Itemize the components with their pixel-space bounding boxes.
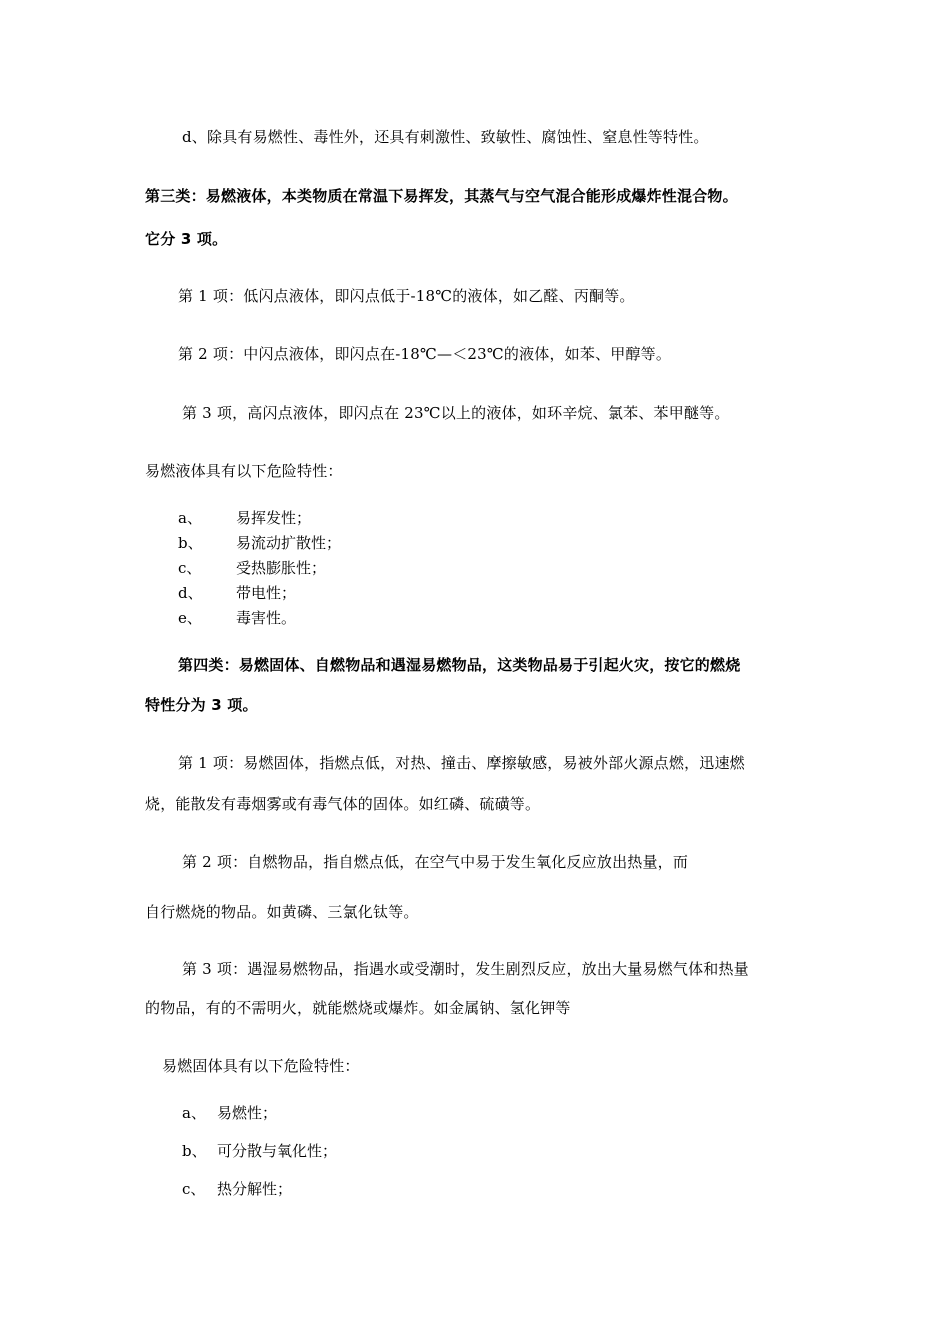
list-text: 毒害性。 [236,609,297,627]
class3-heading-line2: 它分 3 项。 [145,230,228,248]
list-text: 受热膨胀性； [236,559,327,577]
list-marker: a、 [178,509,202,527]
list-text: 带电性； [236,584,297,602]
class4-heading-line2: 特性分为 3 项。 [145,696,258,714]
paragraph-class2-item-d: d、除具有易燃性、毒性外，还具有刺激性、致敏性、腐蚀性、窒息性等特性。 [182,128,709,146]
list-text: 热分解性； [217,1180,293,1198]
class4-item2-line1: 第 2 项：自燃物品，指自燃点低，在空气中易于发生氧化反应放出热量，而 [182,853,689,871]
class4-heading-line1: 第四类：易燃固体、自燃物品和遇湿易燃物品，这类物品易于引起火灾，按它的燃烧 [178,656,741,674]
class3-hazard-intro: 易燃液体具有以下危险特性： [145,462,343,480]
class3-item2: 第 2 项：中闪点液体，即闪点在-18℃—＜23℃的液体，如苯、甲醇等。 [178,345,672,363]
class4-hazard-intro: 易燃固体具有以下危险特性： [162,1057,360,1075]
class4-item2-line2: 自行燃烧的物品。如黄磷、三氯化钛等。 [145,903,419,921]
class3-item1: 第 1 项：低闪点液体，即闪点低于-18℃的液体，如乙醛、丙酮等。 [178,287,635,305]
list-marker: b、 [182,1142,207,1160]
list-marker: e、 [178,609,202,627]
class4-item1-line2: 烧，能散发有毒烟雾或有毒气体的固体。如红磷、硫磺等。 [145,795,541,813]
list-text: 可分散与氧化性； [217,1142,338,1160]
list-marker: c、 [182,1180,206,1198]
list-marker: d、 [178,584,203,602]
list-text: 易流动扩散性； [236,534,342,552]
class3-item3: 第 3 项，高闪点液体，即闪点在 23℃以上的液体，如环辛烷、氯苯、苯甲醚等。 [182,404,730,422]
list-marker: a、 [182,1104,206,1122]
list-text: 易燃性； [217,1104,278,1122]
list-marker: b、 [178,534,203,552]
class4-item3-line2: 的物品，有的不需明火，就能燃烧或爆炸。如金属钠、氢化钾等 [145,999,571,1017]
class3-heading-line1: 第三类：易燃液体，本类物质在常温下易挥发，其蒸气与空气混合能形成爆炸性混合物。 [145,187,738,205]
list-marker: c、 [178,559,202,577]
class4-item3-line1: 第 3 项：遇湿易燃物品，指遇水或受潮时，发生剧烈反应，放出大量易燃气体和热量 [182,960,749,978]
class4-item1-line1: 第 1 项：易燃固体，指燃点低，对热、撞击、摩擦敏感，易被外部火源点燃，迅速燃 [178,754,745,772]
list-text: 易挥发性； [236,509,312,527]
